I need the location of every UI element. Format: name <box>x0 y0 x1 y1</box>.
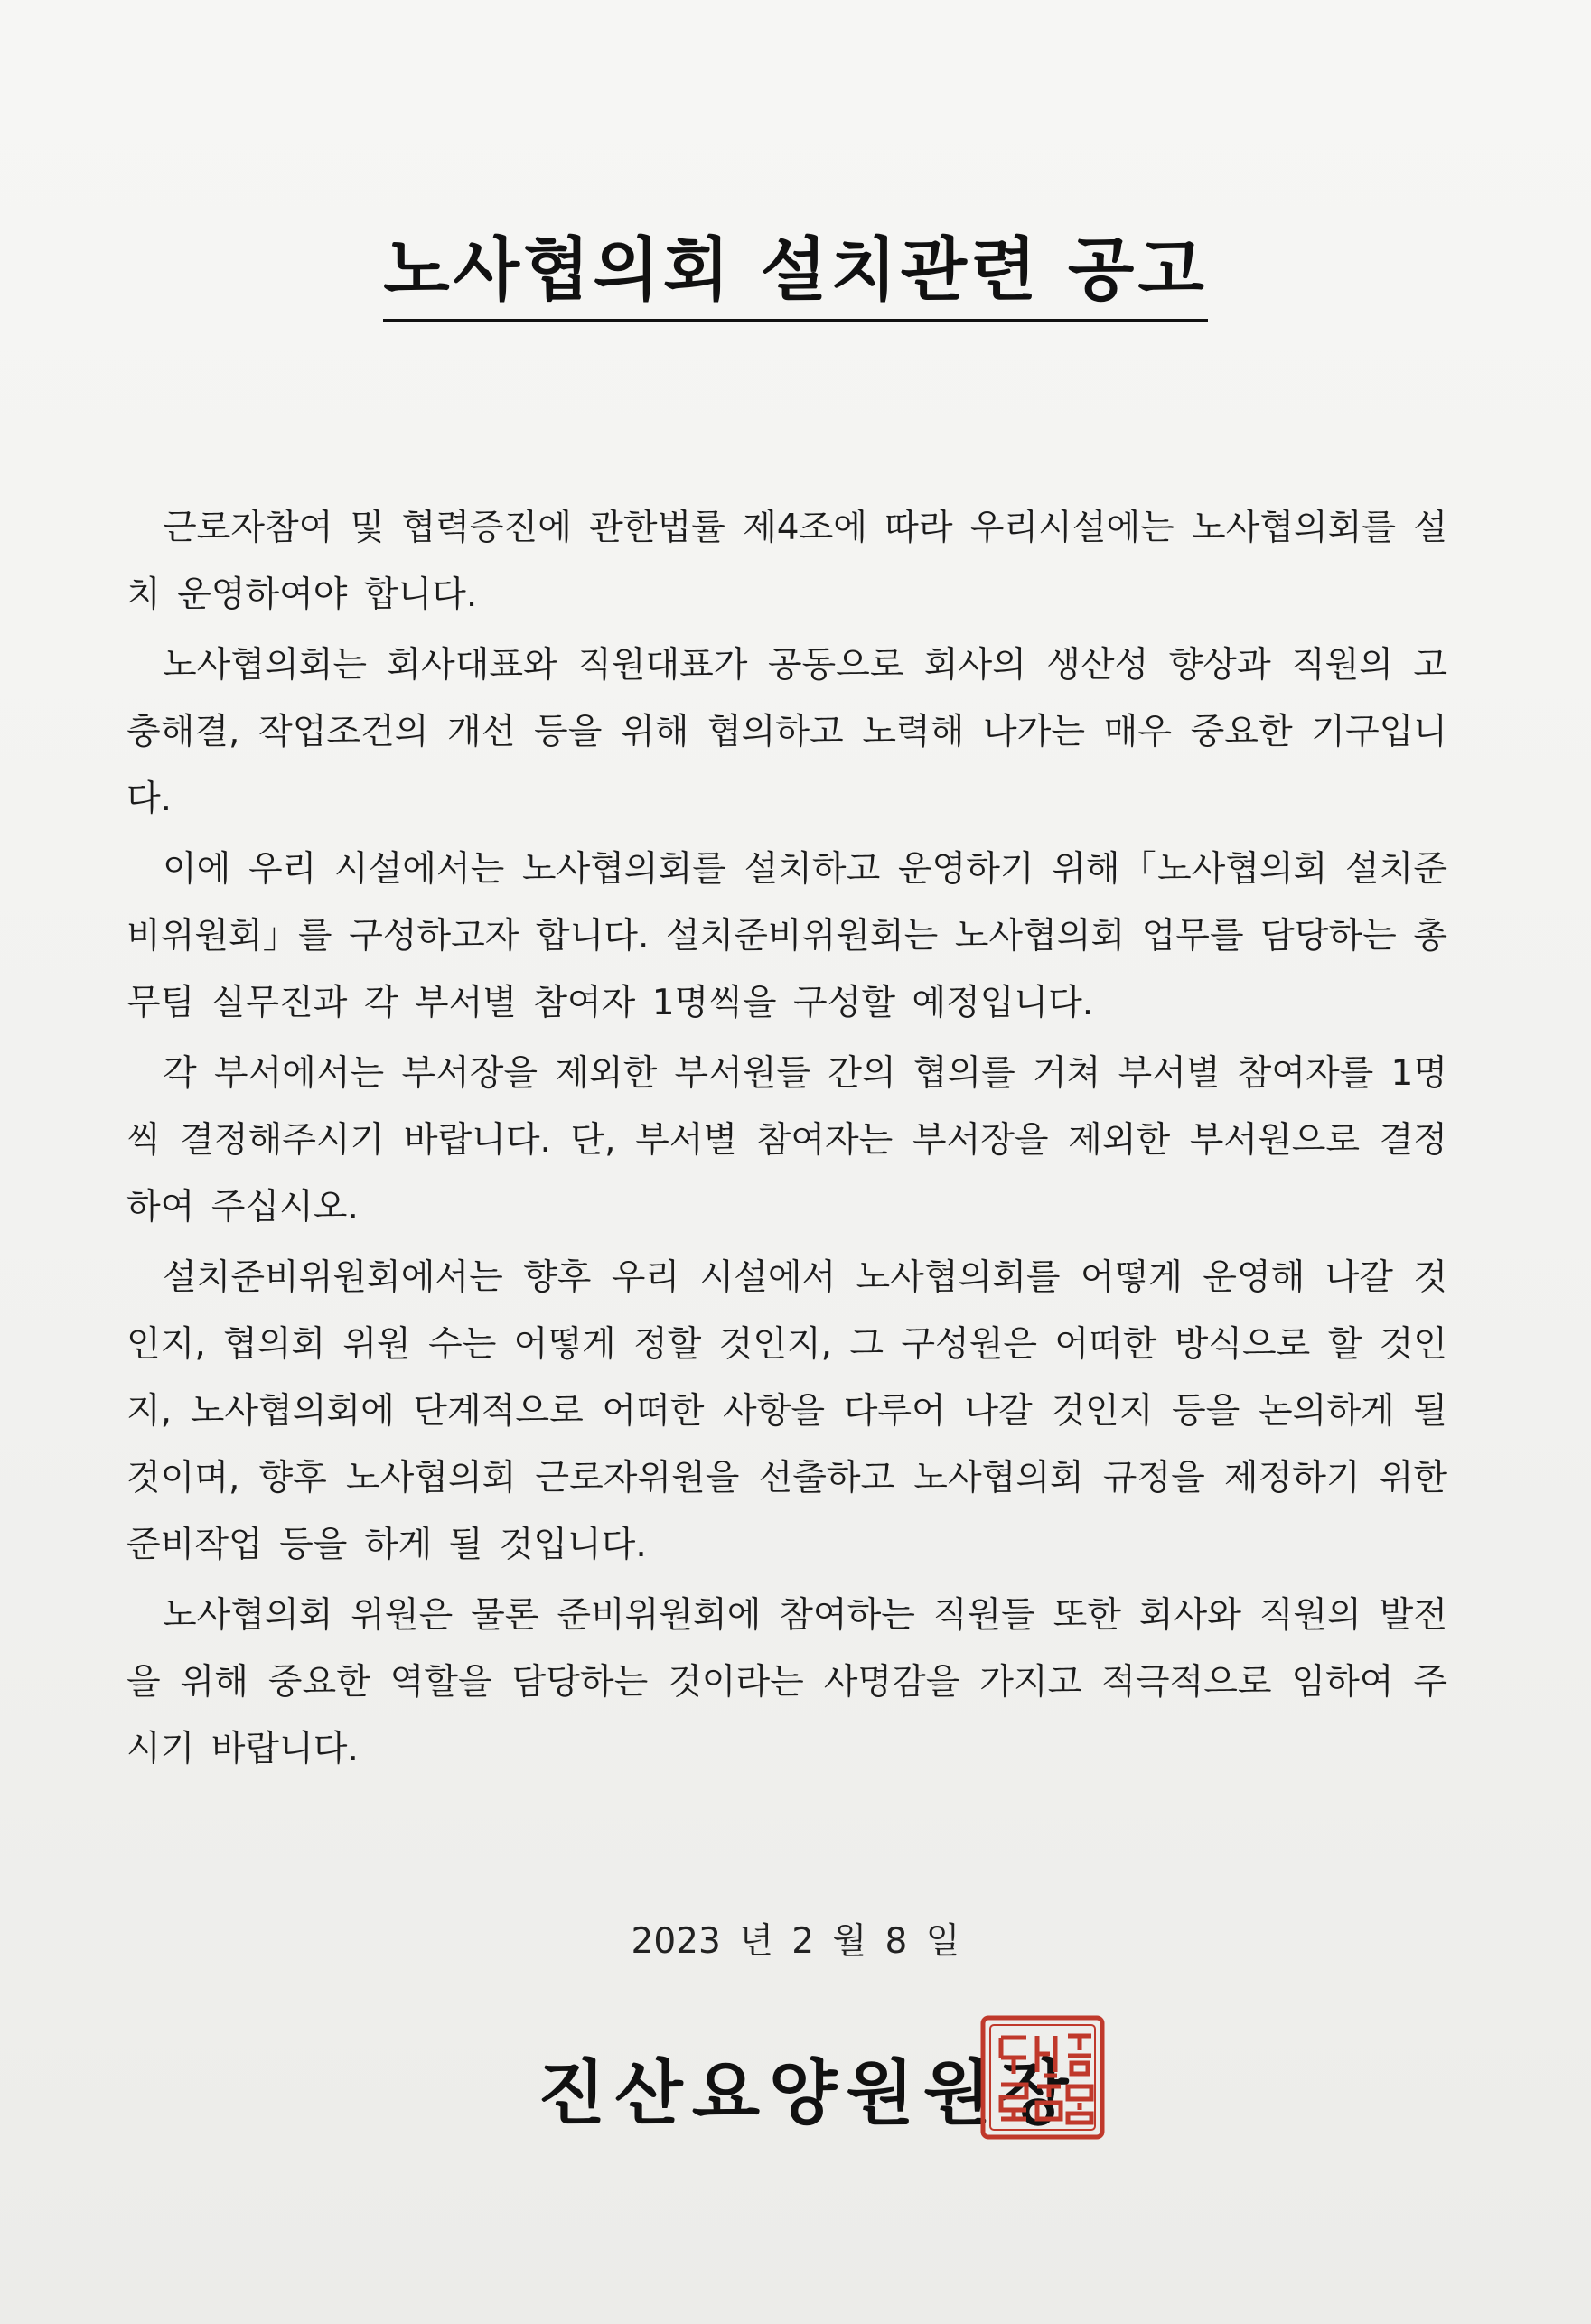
notice-body <box>126 495 1447 1787</box>
paragraph: 각 부서에서는 부서장을 제외한 부서원들 간의 협의를 거쳐 부서별 참여자를 1명씩 결정해주시기 바랍니다. 단, 부서별 참여자는 부서장을 제외한 부서원으로 결정하여 주십시오. <box>126 1053 1447 1227</box>
paragraph: 이에 우리 시설에서는 노사협의회를 설치하고 운영하기 위해「노사협의회 설치준비위원회」를 구성하고자 합니다. 설치준비위원회는 노사협의회 업무를 담당하는 총무팀 실무진과 각 부서별 참여자 1명씩을 구성할 예정입니다. <box>126 849 1447 1023</box>
official-seal-icon <box>978 2012 1108 2142</box>
paragraph: 근로자참여 및 협력증진에 관한법률 제4조에 따라 우리시설에는 노사협의회를 설치 운영하여야 합니다. <box>126 508 1447 615</box>
paragraph: 노사협의회는 회사대표와 직원대표가 공동으로 회사의 생산성 향상과 직원의 고충해결, 작업조건의 개선 등을 위해 협의하고 노력해 나가는 매우 중요한 기구입니다. <box>126 645 1447 819</box>
notice-date: 2023 년 2 월 8 일 <box>631 1921 960 1962</box>
signature-name: 진산요양원원장 <box>538 2053 1078 2134</box>
paragraph: 설치준비위원회에서는 향후 우리 시설에서 노사협의회를 어떻게 운영해 나갈 것인지, 협의회 위원 수는 어떻게 정할 것인지, 그 구성원은 어떠한 방식으로 할 것인지, 노사협의회에 단계적으로 어떠한 사항을 다루어 나갈 것인지 등을 논의하게 될 것이며, 향후 노사협의회 근로자위원을 선출하고 노사협의회 규정을 제정하기 위한 준비작업 등을 하게 될 것입니다. <box>126 1257 1447 1565</box>
notice-title <box>0 215 1591 322</box>
notice-title-text: 노사협의회 설치관련 공고 <box>383 215 1208 322</box>
paragraph: 노사협의회 위원은 물론 준비위원회에 참여하는 직원들 또한 회사와 직원의 발전을 위해 중요한 역할을 담당하는 것이라는 사명감을 가지고 적극적으로 임하여 주시기 바랍니다. <box>126 1595 1447 1769</box>
